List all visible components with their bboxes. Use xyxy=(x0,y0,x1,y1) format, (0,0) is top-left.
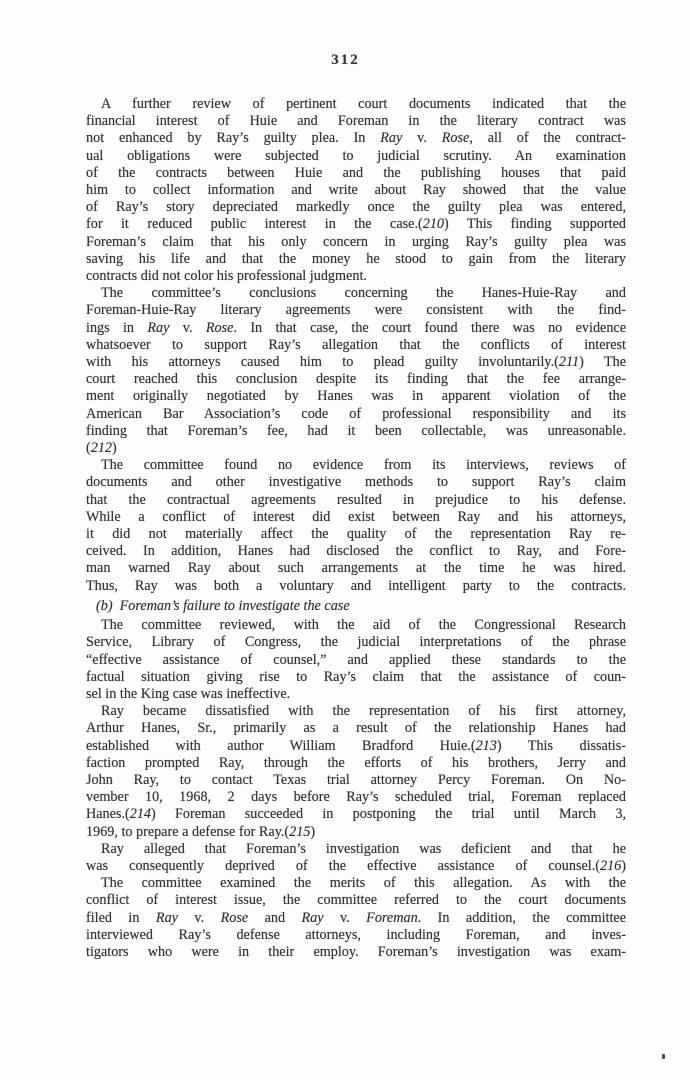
text-line: that the contractual agreements resulted in prejudice to his defense. xyxy=(86,491,626,508)
paragraph xyxy=(86,285,626,457)
text-line: Service, Library of Congress, the judicial interpretations of the phrase xyxy=(86,634,626,651)
text-line: The committee reviewed, with the aid of the Congressional Research xyxy=(101,617,626,634)
text-line: The committee found no evidence from its interviews, reviews of xyxy=(101,457,626,474)
section-heading: (b) Foreman’s failure to investigate the case xyxy=(96,597,350,614)
text-line: While a conflict of interest did exist between Ray and his attorneys, xyxy=(86,508,626,525)
text-line: factual situation giving rise to Ray’s claim that the assistance of coun- xyxy=(86,668,626,685)
paragraph xyxy=(86,875,626,961)
text-line: A further review of pertinent court documents indicated that the xyxy=(101,96,626,112)
text-line: John Ray, to contact Texas trial attorney Percy Foreman. On No- xyxy=(86,771,626,788)
text-line: of Ray’s story depreciated markedly once the guilty plea was entered, xyxy=(86,199,626,216)
text-line: 1969, to prepare a defense for Ray.(215) xyxy=(86,823,316,840)
text-line: ceived. In addition, Hanes had disclosed the conflict to Ray, and Fore- xyxy=(86,543,626,560)
text-line: whatsoever to support Ray’s allegation that the conflicts of interest xyxy=(86,336,626,353)
text-line: sel in the King case was ineffective. xyxy=(86,685,291,702)
text-line: financial interest of Huie and Foreman in the literary contract was xyxy=(86,113,626,130)
paragraph xyxy=(86,617,626,703)
text-line: The committee’s conclusions concerning the Hanes-Huie-Ray and xyxy=(101,285,626,302)
scan-speck xyxy=(662,1054,665,1059)
text-line: (212) xyxy=(86,440,117,457)
text-line: saving his life and that the money he stood to gain from the literary xyxy=(86,250,626,267)
text-line: with his attorneys caused him to plead guilty involuntarily.(211) The xyxy=(86,354,626,371)
text-line: Foreman-Huie-Ray literary agreements were consistent with the find- xyxy=(86,302,626,319)
paragraph xyxy=(86,703,626,841)
text-line: Thus, Ray was both a voluntary and intelligent party to the contracts. xyxy=(86,577,626,594)
text-line: Hanes.(214) Foreman succeeded in postponing the trial until March 3, xyxy=(86,806,626,823)
text-line: finding that Foreman’s fee, had it been collectable, was unreasonable. xyxy=(86,422,626,439)
text-line: Foreman’s claim that his only concern in urging Ray’s guilty plea was xyxy=(86,233,626,250)
text-line: “effective assistance of counsel,” and applied these standards to the xyxy=(86,651,626,668)
text-line: The committee examined the merits of this allegation. As with the xyxy=(101,875,626,892)
paragraph xyxy=(86,457,626,595)
text-line: faction prompted Ray, through the efforts of his brothers, Jerry and xyxy=(86,754,626,771)
text-line: not enhanced by Ray’s guilty plea. In Ray v. Rose, all of the contract- xyxy=(86,130,626,147)
paragraph xyxy=(86,841,626,875)
text-line: tigators who were in their employ. Foreman’s investigation was exam- xyxy=(86,943,626,960)
text-line: conflict of interest issue, the committee referred to the court documents xyxy=(86,892,626,909)
text-line: ings in Ray v. Rose. In that case, the court found there was no evidence xyxy=(86,319,627,336)
paragraph xyxy=(86,96,626,285)
text-line: ual obligations were subjected to judicial scrutiny. An examination xyxy=(86,147,626,164)
text-line: contracts did not color his professional judgment. xyxy=(86,268,367,285)
text-line: American Bar Association’s code of professional responsibility and its xyxy=(86,405,626,422)
text-line: was consequently deprived of the effective assistance of counsel.(216) xyxy=(86,857,626,874)
text-line: man warned Ray about such arrangements at the time he was hired. xyxy=(86,560,626,577)
text-line: filed in Ray v. Rose and Ray v. Foreman. In addition, the committee xyxy=(86,909,627,926)
text-column xyxy=(86,96,626,961)
text-line: interviewed Ray’s defense attorneys, including Foreman, and inves- xyxy=(86,926,626,943)
text-line: of the contracts between Huie and the publishing houses that paid xyxy=(86,164,626,181)
text-line: for it reduced public interest in the case.(210) This finding supported xyxy=(86,216,626,233)
page-number: 312 xyxy=(331,52,360,68)
text-line: vember 10, 1968, 2 days before Ray’s scheduled trial, Foreman replaced xyxy=(86,789,626,806)
text-line: Arthur Hanes, Sr., primarily as a result of the relationship Hanes had xyxy=(86,720,626,737)
text-line: Ray alleged that Foreman’s investigation was deficient and that he xyxy=(101,840,626,857)
text-line: Ray became dissatisfied with the representation of his first attorney, xyxy=(101,703,626,720)
text-line: it did not materially affect the quality of the representation Ray re- xyxy=(86,526,626,543)
text-line: established with author William Bradford Huie.(213) This dissatis- xyxy=(86,737,626,754)
text-line: court reached this conclusion despite its finding that the fee arrange- xyxy=(86,371,626,388)
text-line: him to collect information and write about Ray showed that the value xyxy=(86,182,626,199)
text-line: documents and other investigative methods to support Ray’s claim xyxy=(86,474,626,491)
text-line: ment originally negotiated by Hanes was in apparent violation of the xyxy=(86,388,626,405)
